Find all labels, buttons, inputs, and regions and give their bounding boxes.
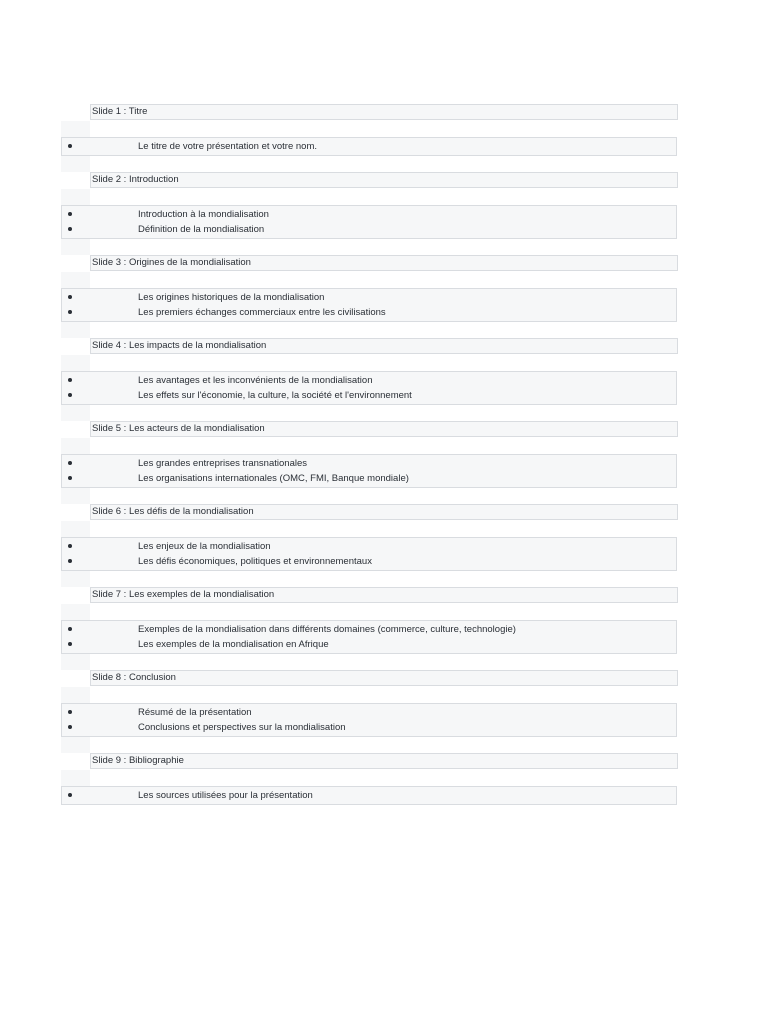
spacer (61, 121, 90, 137)
bullet-text: Définition de la mondialisation (138, 224, 265, 235)
bullet-icon (68, 461, 72, 465)
list-item (62, 539, 676, 554)
list-item (62, 290, 676, 305)
spacer (61, 604, 90, 620)
bullet-text: Les premiers échanges commerciaux entre les civilisations (138, 307, 386, 318)
bullet-text: Conclusions et perspectives sur la mondialisation (138, 722, 346, 733)
bullet-text: Les origines historiques de la mondialisation (138, 292, 325, 303)
bullet-icon (68, 295, 72, 299)
bullet-icon (68, 544, 72, 548)
slide-heading: Slide 2 : Introduction (90, 172, 678, 188)
bullet-icon (68, 212, 72, 216)
bullet-list (61, 137, 677, 156)
spacer (61, 488, 90, 504)
slide-section (0, 421, 768, 504)
slide-heading: Slide 5 : Les acteurs de la mondialisation (90, 421, 678, 437)
bullet-icon (68, 310, 72, 314)
spacer (61, 405, 90, 421)
spacer (61, 521, 90, 537)
bullet-list (61, 620, 677, 654)
slide-section (0, 670, 768, 753)
slide-heading: Slide 4 : Les impacts de la mondialisation (90, 338, 678, 354)
slide-heading: Slide 1 : Titre (90, 104, 678, 120)
spacer (61, 156, 90, 172)
spacer (61, 189, 90, 205)
bullet-list (61, 537, 677, 571)
spacer (61, 438, 90, 454)
bullet-list (61, 371, 677, 405)
bullet-icon (68, 793, 72, 797)
spacer (61, 571, 90, 587)
bullet-icon (68, 378, 72, 382)
bullet-text: Le titre de votre présentation et votre nom. (138, 141, 318, 152)
bullet-list (61, 786, 677, 805)
spacer (61, 687, 90, 703)
bullet-icon (68, 144, 72, 148)
slide-heading: Slide 7 : Les exemples de la mondialisation (90, 587, 678, 603)
slide-section (0, 104, 768, 172)
list-item (62, 554, 676, 569)
document-page (0, 104, 768, 805)
slide-section (0, 255, 768, 338)
bullet-text: Les enjeux de la mondialisation (138, 541, 271, 552)
slide-heading: Slide 3 : Origines de la mondialisation (90, 255, 678, 271)
bullet-text: Exemples de la mondialisation dans différents domaines (commerce, culture, technologie) (138, 624, 516, 635)
slide-section (0, 172, 768, 255)
slide-section (0, 753, 768, 805)
bullet-icon (68, 559, 72, 563)
bullet-list (61, 454, 677, 488)
bullet-text: Les sources utilisées pour la présentation (138, 790, 313, 801)
list-item (62, 207, 676, 222)
bullet-icon (68, 476, 72, 480)
bullet-icon (68, 227, 72, 231)
bullet-text: Résumé de la présentation (138, 707, 252, 718)
list-item (62, 637, 676, 652)
list-item (62, 222, 676, 237)
spacer (61, 654, 90, 670)
slide-heading: Slide 6 : Les défis de la mondialisation (90, 504, 678, 520)
list-item (62, 788, 676, 803)
list-item (62, 622, 676, 637)
bullet-icon (68, 725, 72, 729)
bullet-icon (68, 627, 72, 631)
bullet-list (61, 288, 677, 322)
list-item (62, 305, 676, 320)
list-item (62, 139, 676, 154)
bullet-text: Les organisations internationales (OMC, FMI, Banque mondiale) (138, 473, 409, 484)
list-item (62, 388, 676, 403)
bullet-list (61, 205, 677, 239)
bullet-text: Les exemples de la mondialisation en Afrique (138, 639, 329, 650)
bullet-text: Introduction à la mondialisation (138, 209, 269, 220)
slide-section (0, 587, 768, 670)
slide-heading: Slide 9 : Bibliographie (90, 753, 678, 769)
spacer (61, 272, 90, 288)
bullet-icon (68, 710, 72, 714)
list-item (62, 373, 676, 388)
spacer (61, 355, 90, 371)
bullet-icon (68, 393, 72, 397)
list-item (62, 471, 676, 486)
bullet-text: Les défis économiques, politiques et environnementaux (138, 556, 372, 567)
slide-section (0, 338, 768, 421)
spacer (61, 770, 90, 786)
bullet-icon (68, 642, 72, 646)
spacer (61, 239, 90, 255)
slide-section (0, 504, 768, 587)
list-item (62, 705, 676, 720)
bullet-list (61, 703, 677, 737)
bullet-text: Les avantages et les inconvénients de la mondialisation (138, 375, 373, 386)
spacer (61, 737, 90, 753)
slide-outline (0, 104, 768, 805)
bullet-text: Les grandes entreprises transnationales (138, 458, 307, 469)
slide-heading: Slide 8 : Conclusion (90, 670, 678, 686)
bullet-text: Les effets sur l'économie, la culture, la société et l'environnement (138, 390, 412, 401)
spacer (61, 322, 90, 338)
list-item (62, 456, 676, 471)
list-item (62, 720, 676, 735)
